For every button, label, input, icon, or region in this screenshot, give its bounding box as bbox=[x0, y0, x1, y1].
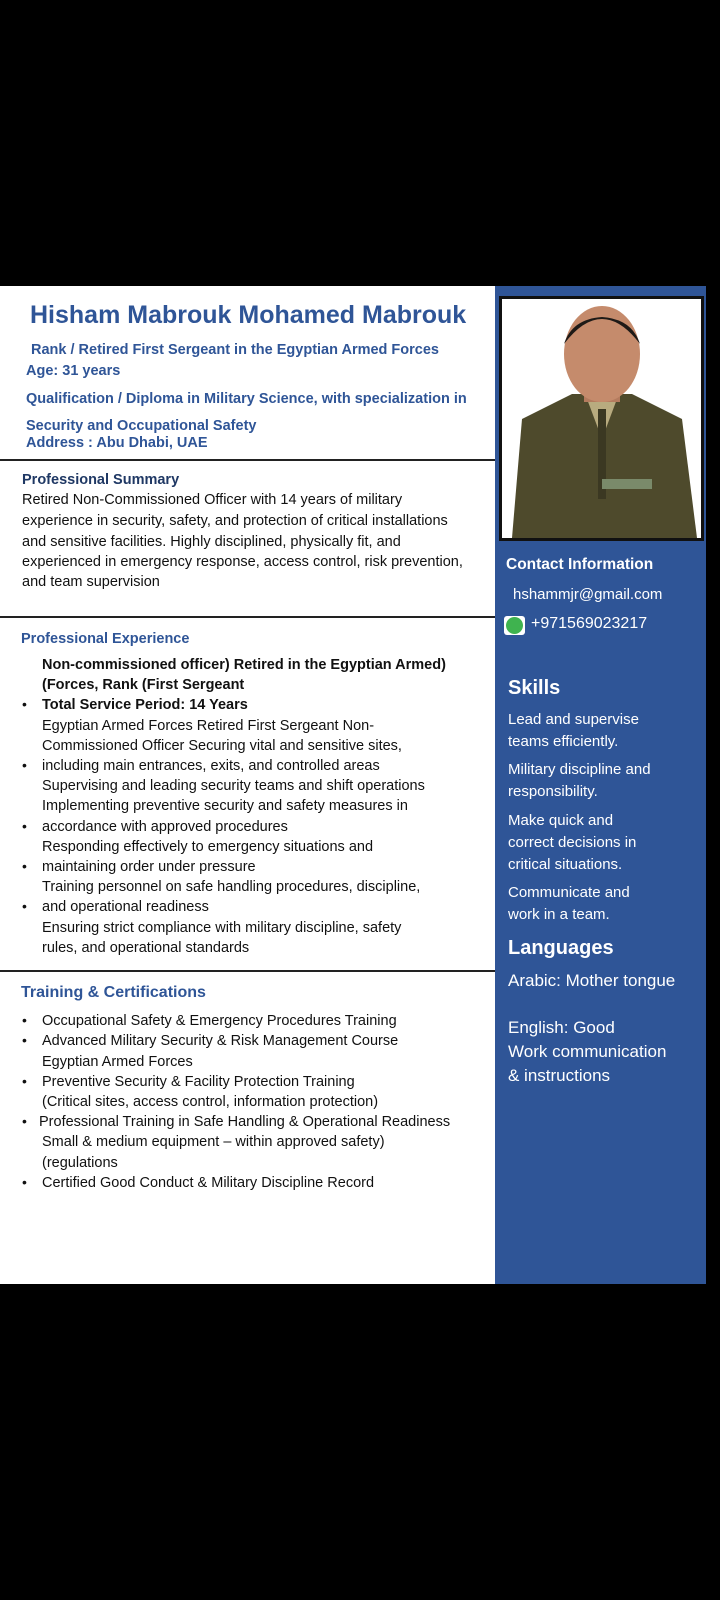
profile-photo bbox=[499, 296, 704, 541]
rank: Rank / Retired First Sergeant in the Egyptian Armed Forces bbox=[31, 342, 439, 358]
skill-line: teams efficiently. bbox=[508, 733, 619, 750]
skill-line: Communicate and bbox=[508, 884, 630, 901]
training-line: (regulations bbox=[42, 1155, 118, 1171]
bullet-icon: • bbox=[22, 1073, 27, 1089]
experience-line: (Forces, Rank (First Sergeant bbox=[42, 677, 245, 694]
sidebar bbox=[495, 286, 706, 1284]
bullet-icon: • bbox=[22, 1113, 27, 1129]
experience-line: Ensuring strict compliance with military discipline, safety bbox=[42, 919, 402, 936]
experience-line: Commissioned Officer Securing vital and sensitive sites, bbox=[42, 737, 402, 754]
contact-title: Contact Information bbox=[506, 556, 654, 573]
language-note: Work communication bbox=[508, 1042, 667, 1061]
skill-line: Lead and supervise bbox=[508, 711, 639, 728]
experience-line: Training personnel on safe handling procedures, discipline, bbox=[42, 879, 421, 896]
bullet-icon: • bbox=[22, 898, 27, 915]
qualification: Qualification / Diploma in Military Science, with specialization in bbox=[26, 391, 467, 407]
training-line: Advanced Military Security & Risk Management Course bbox=[42, 1033, 399, 1049]
experience-line: rules, and operational standards bbox=[42, 939, 250, 956]
skill-line: Military discipline and bbox=[508, 761, 651, 778]
bullet-icon: • bbox=[22, 757, 27, 773]
resume-page bbox=[0, 286, 706, 1284]
bullet-icon: • bbox=[22, 1032, 27, 1048]
qualification-cont: Security and Occupational Safety bbox=[26, 418, 257, 434]
summary-line: Retired Non-Commissioned Officer with 14 years of military bbox=[22, 492, 403, 508]
contact-phone[interactable]: +971569023217 bbox=[531, 615, 648, 632]
training-line: Occupational Safety & Emergency Procedures Training bbox=[42, 1013, 397, 1029]
divider bbox=[0, 970, 495, 972]
training-line: Professional Training in Safe Handling & Operational Readiness bbox=[39, 1114, 451, 1130]
skill-line: correct decisions in bbox=[508, 834, 637, 851]
training-title: Training & Certifications bbox=[21, 984, 206, 1001]
experience-line: and operational readiness bbox=[42, 899, 209, 916]
experience-line: Implementing preventive security and safety measures in bbox=[42, 798, 408, 815]
candidate-name: Hisham Mabrouk Mohamed Mabrouk bbox=[30, 301, 467, 329]
skill-line: critical situations. bbox=[508, 856, 623, 873]
bullet-icon: • bbox=[22, 858, 27, 874]
experience-line: including main entrances, exits, and controlled areas bbox=[42, 758, 380, 774]
skill-line: responsibility. bbox=[508, 783, 598, 800]
experience-line: maintaining order under pressure bbox=[42, 859, 256, 875]
skills-title: Skills bbox=[508, 677, 561, 699]
age: Age: 31 years bbox=[26, 363, 121, 379]
summary-line: and team supervision bbox=[22, 574, 160, 590]
summary-title: Professional Summary bbox=[22, 472, 180, 488]
bullet-icon: • bbox=[22, 1012, 27, 1028]
address: Address : Abu Dhabi, UAE bbox=[26, 435, 208, 451]
contact-email[interactable]: hshammjr@gmail.com bbox=[513, 586, 663, 603]
training-line: Preventive Security & Facility Protection Training bbox=[42, 1074, 355, 1090]
training-line: Small & medium equipment – within approved safety) bbox=[42, 1134, 385, 1150]
training-line: Certified Good Conduct & Military Discipline Record bbox=[42, 1175, 375, 1191]
whatsapp-icon bbox=[504, 616, 525, 635]
experience-title: Professional Experience bbox=[21, 631, 190, 647]
skill-line: Make quick and bbox=[508, 812, 614, 829]
divider bbox=[0, 459, 495, 461]
experience-line: accordance with approved procedures bbox=[42, 818, 288, 835]
bullet-icon: • bbox=[22, 1174, 27, 1190]
experience-line: Non-commissioned officer) Retired in the Egyptian Armed) bbox=[42, 657, 446, 673]
language-note: & instructions bbox=[508, 1066, 611, 1085]
summary-line: and sensitive facilities. Highly disciplined, physically fit, and bbox=[22, 534, 401, 550]
summary-line: experience in security, safety, and protection of critical installations bbox=[22, 513, 448, 529]
divider bbox=[0, 616, 495, 618]
bullet-icon: • bbox=[22, 817, 27, 834]
experience-line: Egyptian Armed Forces Retired First Sergeant Non- bbox=[42, 717, 375, 734]
language-arabic: Arabic: Mother tongue bbox=[508, 971, 676, 990]
bullet-icon: • bbox=[22, 696, 27, 713]
experience-line: Supervising and leading security teams and shift operations bbox=[42, 778, 425, 795]
training-line: Egyptian Armed Forces bbox=[42, 1054, 193, 1070]
experience-line: Responding effectively to emergency situations and bbox=[42, 838, 374, 855]
language-english: English: Good bbox=[508, 1018, 615, 1037]
training-line: (Critical sites, access control, information protection) bbox=[42, 1094, 379, 1110]
languages-title: Languages bbox=[508, 937, 614, 959]
skill-line: work in a team. bbox=[508, 906, 610, 923]
experience-line: Total Service Period: 14 Years bbox=[42, 697, 248, 714]
summary-line: experienced in emergency response, access control, risk prevention, bbox=[22, 554, 463, 570]
